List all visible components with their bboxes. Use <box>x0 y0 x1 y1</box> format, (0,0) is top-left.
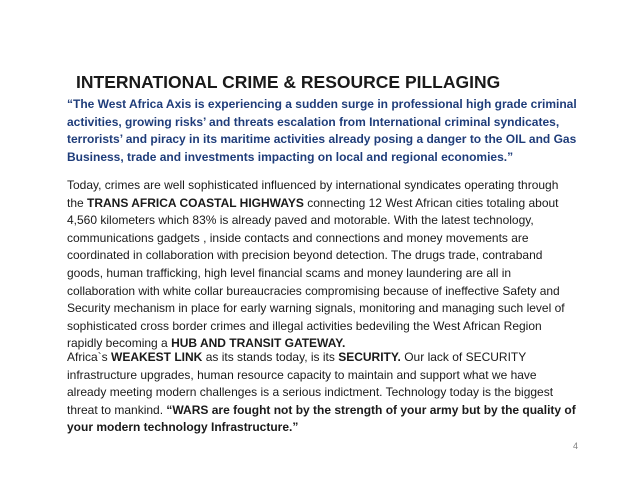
paragraph-text: Our lack of SECURITY infrastructure upgrades, human resource capacity to maintain and support what we have already meeting modern challenges is a serious indictment. Technology today is the biggest threat to mankind. <box>67 350 554 417</box>
paragraph-text: Africa`s <box>67 350 112 364</box>
intro-quote: “The West Africa Axis is experiencing a sudden surge in professional high grade criminal activities, growing risks’ and threats escalation from International criminal syndicates, terrorists’ and piracy in its maritime activities already posing a danger to the OIL and Gas Business, trade and investments impacting on local and regional economies.” <box>67 97 577 164</box>
highlight-weakest-link: WEAKEST LINK <box>111 350 203 364</box>
paragraph-crimes <box>67 177 577 353</box>
paragraph-text: as its stands today, is its <box>202 350 339 364</box>
paragraph-text: connecting 12 West African cities totaling about 4,560 kilometers which 83% is already paved and motorable. With the latest technology, communications gadgets , inside contacts and connections and money movements are coordinated in collaboration with precision beyond detection. The drugs trade, contraband goods, human trafficking, high level financial scams and money laundering are all in collaboration with white collar bureaucracies compromising because of ineffective Safety and Security mechanism in place for early warning signals, monitoring and managing such level of sophisticated cross border crimes and illegal activities bedeviling the West African Region rapidly becoming a <box>67 195 565 351</box>
page-number: 4 <box>572 441 578 451</box>
slide-title: INTERNATIONAL CRIME & RESOURCE PILLAGING <box>76 72 501 92</box>
highlight-security: SECURITY. <box>338 350 401 364</box>
paragraph-security <box>67 349 577 437</box>
highlight-wars-quote: “WARS are fought not by the strength of your army but by the quality of your modern technology Infrastructure.” <box>67 402 576 435</box>
highlight-hub-gateway: HUB AND TRANSIT GATEWAY. <box>171 336 346 351</box>
highlight-trans-africa-highways: TRANS AFRICA COASTAL HIGHWAYS <box>87 195 304 210</box>
paragraph-text: Today, crimes are well sophisticated influenced by international syndicates operating through the <box>67 178 559 210</box>
